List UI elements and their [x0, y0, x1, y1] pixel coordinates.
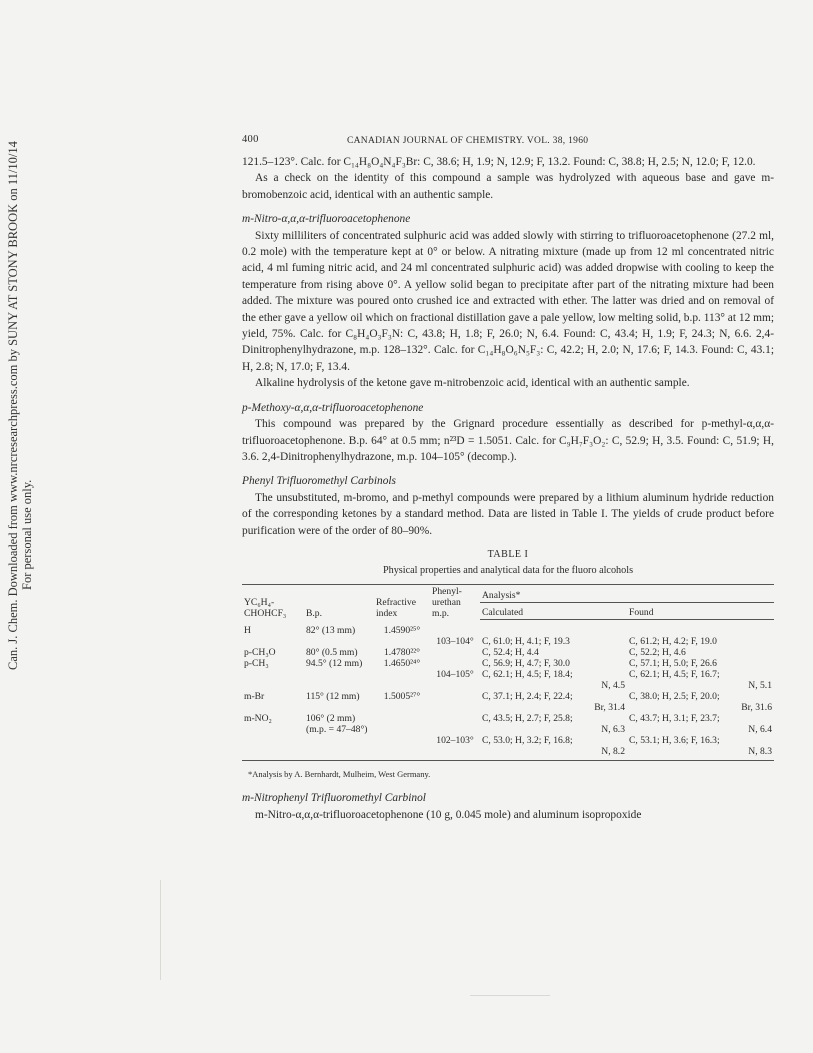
column-header-analysis: Analysis*	[480, 584, 774, 602]
running-head	[242, 130, 774, 148]
table-row	[242, 636, 774, 647]
cell-urethan-mp: 103–104°	[436, 635, 474, 647]
cell-found: C, 38.0; H, 2.5; F, 20.0;	[629, 690, 720, 702]
cell-bp: 80° (0.5 mm)	[306, 646, 358, 658]
cell-calculated: C, 53.0; H, 3.2; F, 16.8;	[482, 734, 573, 746]
table-caption: Physical properties and analytical data for the fluoro alcohols	[382, 565, 634, 577]
table-row	[242, 620, 774, 636]
cell-found: C, 53.1; H, 3.6; F, 16.3;	[629, 734, 720, 746]
table-label: TABLE I	[487, 548, 529, 560]
scan-speck	[160, 880, 161, 980]
cell-urethan-mp: 104–105°	[436, 668, 474, 680]
cell-urethan-mp	[430, 680, 480, 691]
cell-found	[627, 620, 774, 636]
cell-calculated: C, 52.4; H, 4.4	[482, 646, 539, 658]
table-row	[242, 680, 774, 691]
section-heading: p-Methoxy-α,α,α-trifluoroacetophenone	[242, 401, 424, 414]
cell-compound: m-NO₂	[244, 712, 272, 724]
cell-refractive-index	[374, 735, 430, 746]
cell-refractive-index: 1.4780²²°	[384, 646, 420, 658]
cell-urethan-mp	[430, 724, 480, 735]
cell-found: C, 52.2; H, 4.6	[629, 646, 686, 658]
cell-refractive-index	[374, 636, 430, 647]
cell-refractive-index	[374, 680, 430, 691]
journal-page	[242, 130, 774, 823]
table-row	[242, 713, 774, 724]
table-row	[242, 735, 774, 746]
cell-calculated: C, 56.9; H, 4.7; F, 30.0	[482, 657, 570, 669]
download-watermark	[2, 141, 46, 670]
cell-bp	[304, 735, 374, 746]
cell-refractive-index: 1.5005²⁷°	[383, 690, 421, 702]
section-heading: m-Nitro-α,α,α-trifluoroacetophenone	[242, 213, 411, 226]
cell-refractive-index	[374, 669, 430, 680]
paragraph: This compound was prepared by the Grignard procedure essentially as described for p-methyl-α,α,α-trifluoroacetophenone. B.p. 64° at 0.5 mm; n²³D = 1.5051. Calc. for C₉H₇F₃O₂: C, 52.9; H, 3.5. Found: C, 51.9; H, 3.6. 2,4-Dinitrophenylhydrazone, m.p. 104–105° (decomp.).	[242, 418, 774, 463]
table-row	[242, 746, 774, 761]
cell-calculated: N, 6.3	[601, 723, 625, 735]
cell-urethan-mp	[430, 691, 480, 702]
cell-urethan-mp	[430, 647, 480, 658]
cell-calculated	[480, 620, 627, 636]
table-row	[242, 691, 774, 702]
cell-refractive-index	[374, 702, 430, 713]
table-row	[242, 702, 774, 713]
paragraph: 121.5–123°. Calc. for C₁₄H₈O₄N₄F₃Br: C, 38.6; H, 1.9; N, 12.9; F, 13.2. Found: C, 38.8; H, 2.5; N, 12.0; F, 12.0.	[242, 156, 756, 168]
paragraph: m-Nitro-α,α,α-trifluoroacetophenone (10 g, 0.045 mole) and aluminum isopropoxide	[255, 808, 642, 821]
column-header-bp: B.p.	[304, 584, 374, 620]
personal-use-notice: For personal use only.	[20, 479, 34, 590]
cell-urethan-mp	[430, 658, 480, 669]
cell-compound: H	[244, 624, 251, 636]
cell-calculated: N, 8.2	[480, 746, 627, 761]
cell-urethan-mp	[430, 746, 480, 761]
cell-bp	[304, 746, 374, 761]
cell-calculated: C, 37.1; H, 2.4; F, 22.4;	[482, 690, 573, 702]
cell-found: N, 6.4	[748, 723, 772, 735]
column-header-urethan: Phenyl-urethan m.p.	[430, 584, 480, 620]
paragraph: Sixty milliliters of concentrated sulphuric acid was added slowly with stirring to trifluoroacetophenone (27.2 ml, 0.2 mole) with the temperature kept at 0° or below. A nitrating mixture (made up from 12 ml concentrated nitric acid, 4 ml fuming nitric acid, and 24 ml concentrated sulphuric acid) was added dropwise with cooling to keep the temperature from rising above 0°. A yellow solid began to precipitate after part of the nitrating mixture had been added. The mixture was poured onto crushed ice and extracted with ether. The latter was dried and on removal of the ether gave a yellow oil which on fractional distillation gave a pale yellow, low melting solid, b.p. 113° at 12 mm; yield, 75%. Calc. for C₈H₄O₃F₃N: C, 43.8; H, 1.8; F, 26.0; N, 6.4. Found: C, 43.4; H, 1.9; F, 24.3; N, 6.6. 2,4-Dinitrophenylhydrazone, m.p. 128–132°. Calc. for C₁₄H₈O₆N₅F₃: C, 42.2; H, 2.0; N, 17.6; F, 14.3. Found: C, 43.1; H, 2.8; N, 17.0; F, 13.4.	[242, 229, 774, 373]
column-header-calculated: Calculated	[480, 602, 627, 620]
cell-compound	[242, 746, 304, 761]
cell-bp: 115° (12 mm)	[306, 690, 360, 702]
cell-calculated: C, 43.5; H, 2.7; F, 25.8;	[482, 712, 573, 724]
cell-refractive-index: 1.4650²⁴°	[383, 657, 421, 669]
column-header-found: Found	[627, 602, 774, 620]
paragraph: The unsubstituted, m-bromo, and p-methyl compounds were prepared by a lithium aluminum hydride reduction of the corresponding ketones by a standard method. Data are listed in Table I. The yields of crude product before purification were of the order of 80–90%.	[242, 491, 774, 537]
journal-title: CANADIAN JOURNAL OF CHEMISTRY. VOL. 38, 1960	[347, 136, 589, 146]
cell-bp	[304, 680, 374, 691]
cell-compound	[242, 735, 304, 746]
table-row	[242, 658, 774, 669]
cell-found: C, 57.1; H, 5.0; F, 26.6	[629, 657, 717, 669]
cell-found: C, 61.2; H, 4.2; F, 19.0	[629, 635, 717, 647]
cell-compound	[242, 724, 304, 735]
section-heading: Phenyl Trifluoromethyl Carbinols	[242, 475, 396, 488]
cell-compound	[242, 680, 304, 691]
table-row	[242, 669, 774, 680]
table-row	[242, 647, 774, 658]
cell-refractive-index	[374, 724, 430, 735]
cell-found: N, 5.1	[748, 679, 772, 691]
column-header-compound: YC₆H₄-CHOHCF₃	[242, 584, 304, 620]
data-table	[242, 584, 774, 761]
download-notice: Can. J. Chem. Downloaded from www.nrcresearchpress.com by SUNY AT STONY BROOK on 11/10/14	[6, 141, 20, 670]
table-row	[242, 724, 774, 735]
cell-calculated: C, 61.0; H, 4.1; F, 19.3	[482, 635, 570, 647]
cell-urethan-mp	[430, 702, 480, 713]
cell-found: N, 8.3	[627, 746, 774, 761]
cell-compound	[242, 702, 304, 713]
section-heading: m-Nitrophenyl Trifluoromethyl Carbinol	[242, 792, 426, 805]
cell-calculated: C, 62.1; H, 4.5; F, 18.4;	[482, 668, 573, 680]
cell-calculated: Br, 31.4	[594, 701, 625, 713]
cell-bp: 82° (13 mm)	[306, 624, 356, 636]
scan-speck	[470, 995, 550, 996]
cell-compound	[242, 669, 304, 680]
cell-bp	[304, 636, 374, 647]
cell-bp: 94.5° (12 mm)	[306, 657, 363, 669]
cell-refractive-index	[374, 746, 430, 761]
paragraph: As a check on the identity of this compound a sample was hydrolyzed with aqueous base and gave m-bromobenzoic acid, identical with an authentic sample.	[242, 172, 774, 201]
cell-urethan-mp	[430, 620, 480, 636]
cell-found: C, 62.1; H, 4.5; F, 16.7;	[629, 668, 720, 680]
cell-urethan-mp: 102–103°	[436, 734, 474, 746]
cell-found: Br, 31.6	[741, 701, 772, 713]
cell-refractive-index: 1.4590²⁵°	[383, 624, 421, 636]
cell-bp	[304, 702, 374, 713]
cell-calculated: N, 4.5	[601, 679, 625, 691]
cell-compound: m-Br	[244, 690, 265, 702]
cell-refractive-index	[374, 713, 430, 724]
cell-urethan-mp	[430, 713, 480, 724]
table-footnote: *Analysis by A. Bernhardt, Mulheim, West Germany.	[248, 768, 431, 779]
column-header-refractive-index: Refractive index	[374, 584, 430, 620]
cell-compound	[242, 636, 304, 647]
page-number: 400	[242, 134, 259, 145]
paragraph: Alkaline hydrolysis of the ketone gave m-nitrobenzoic acid, identical with an authentic sample.	[255, 377, 690, 390]
cell-bp: (m.p. = 47–48°)	[306, 723, 368, 735]
cell-bp: 106° (2 mm)	[306, 712, 356, 724]
cell-found: C, 43.7; H, 3.1; F, 23.7;	[629, 712, 720, 724]
cell-compound: p-CH₃	[244, 657, 269, 669]
cell-bp	[304, 669, 374, 680]
cell-compound: p-CH₃O	[244, 646, 276, 658]
